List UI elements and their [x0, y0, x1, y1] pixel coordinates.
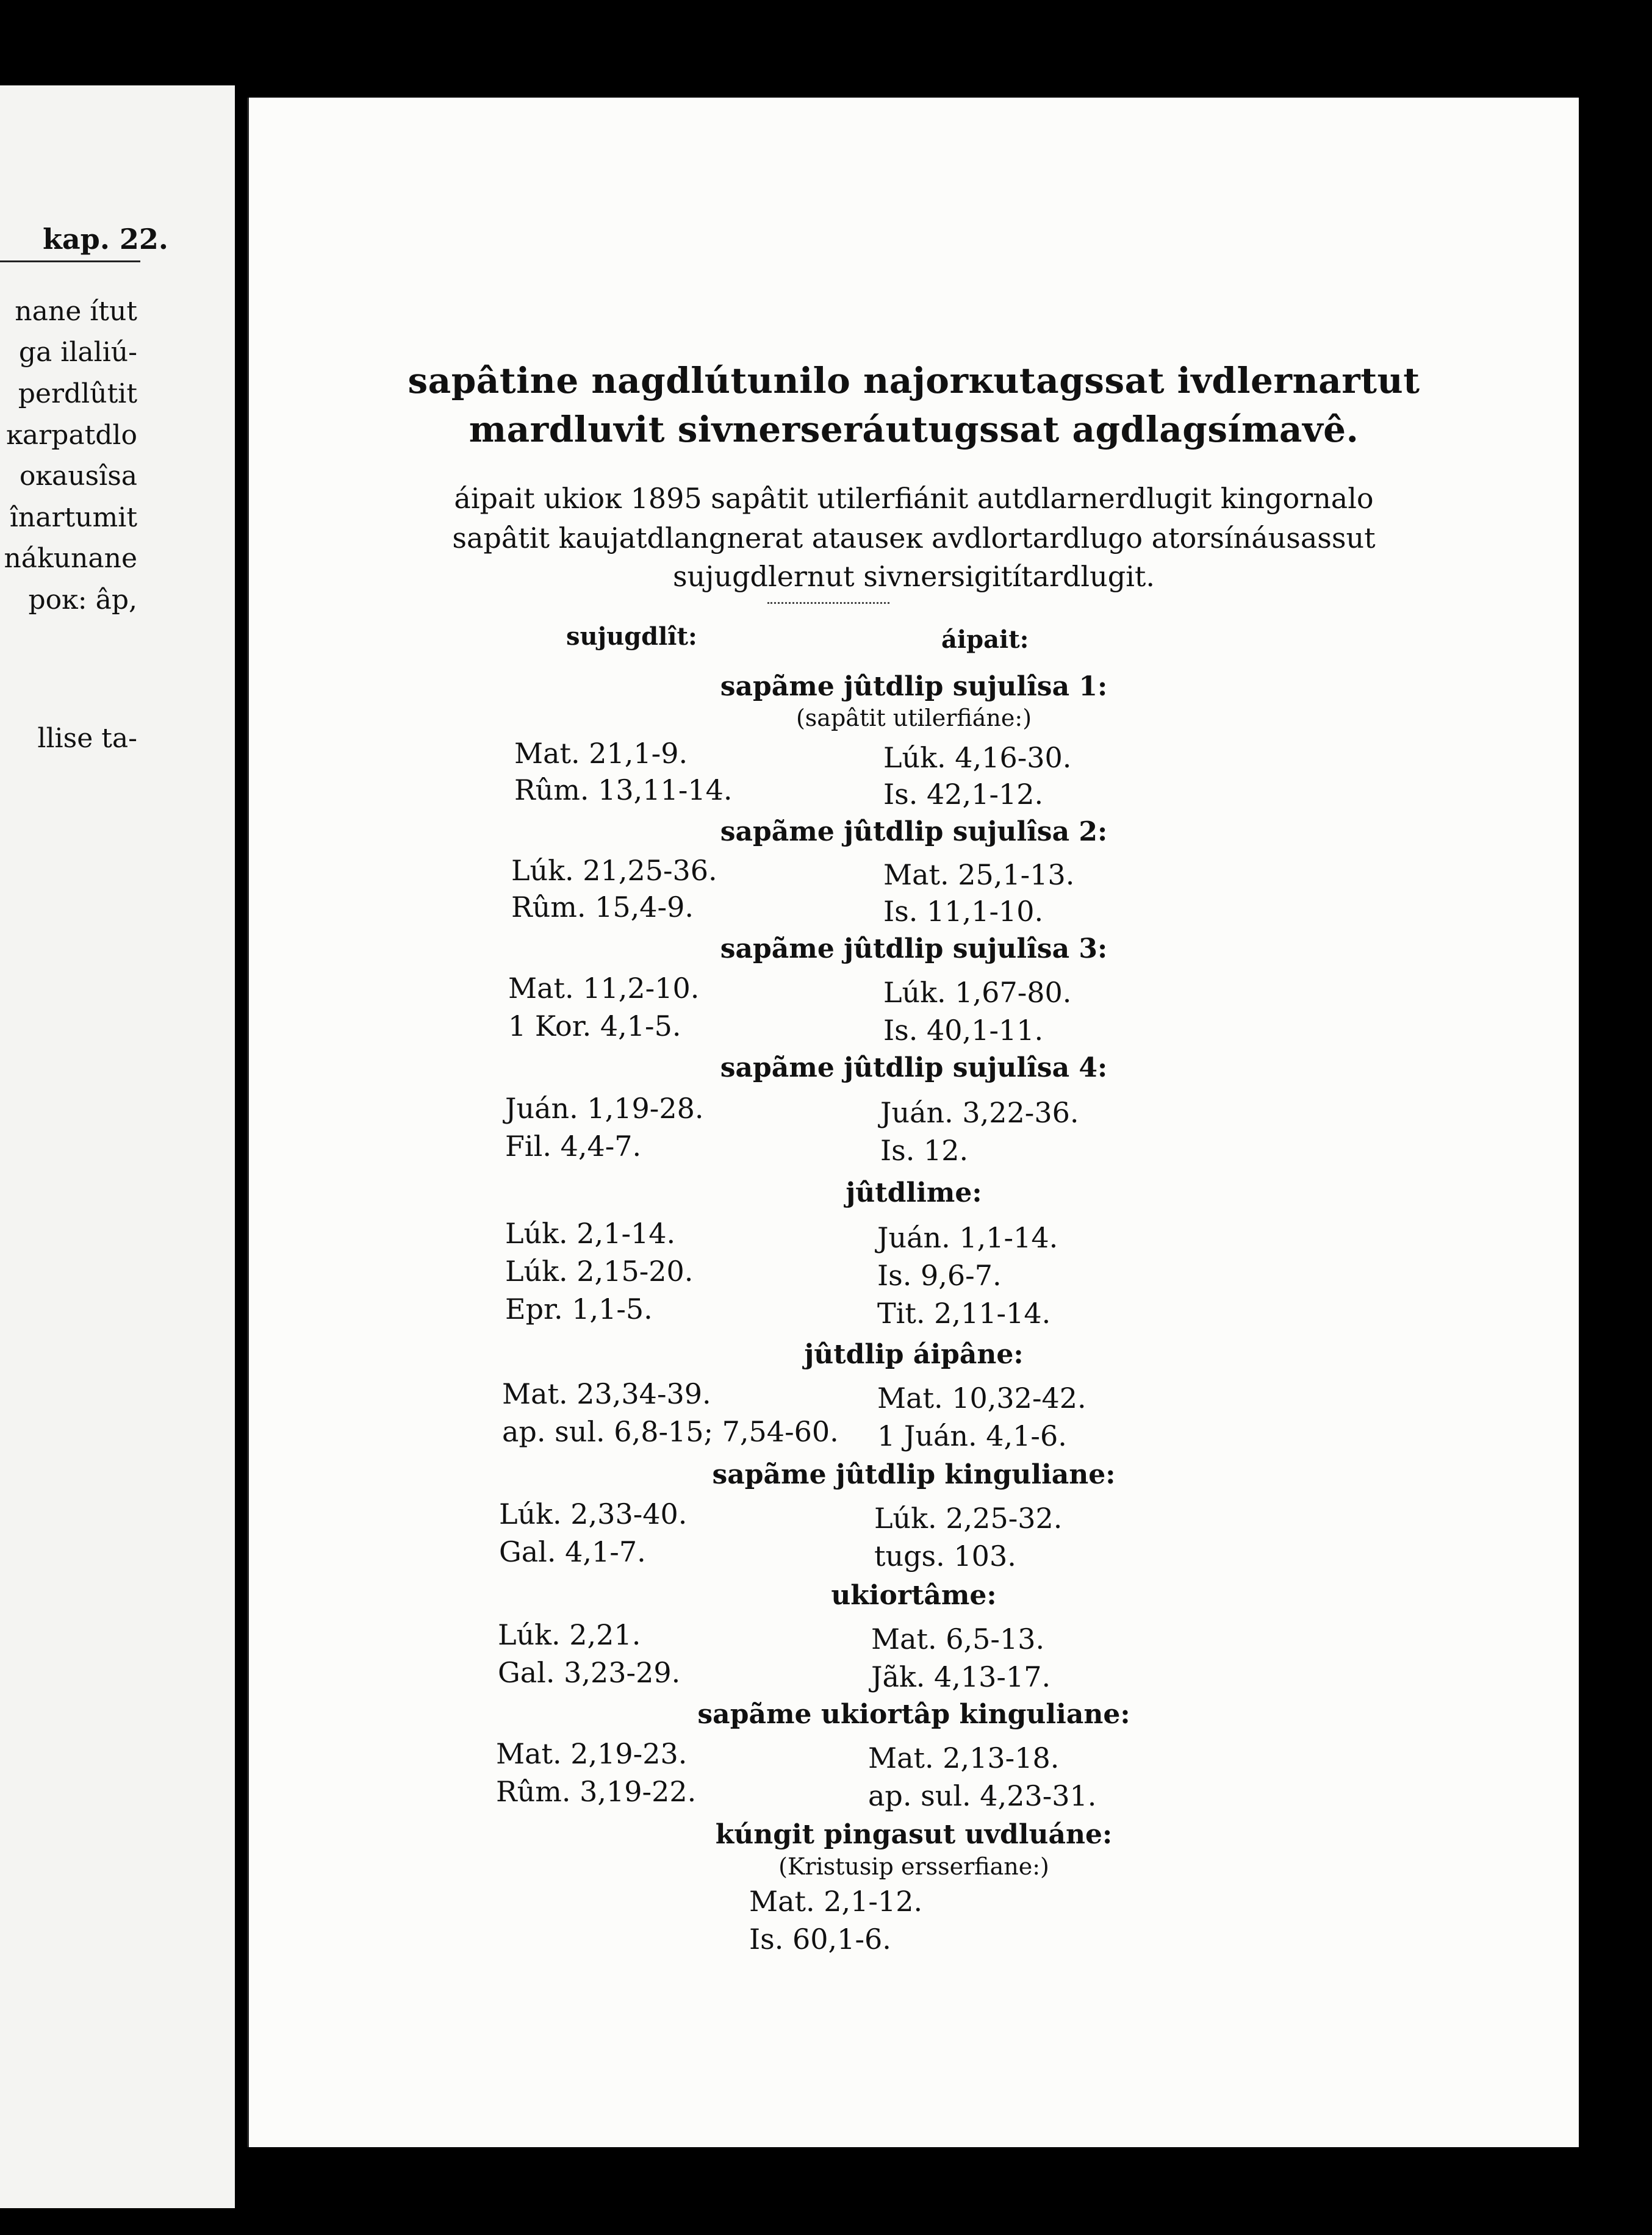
reading-right: Juán. 1,1-14. — [877, 1221, 1058, 1254]
intro-line-3: sujugdlernut sivnersigitítardlugit. — [672, 560, 1155, 593]
left-page-line: poĸ: âp, — [28, 584, 137, 615]
reading-right: Is. 9,6-7. — [877, 1259, 1002, 1292]
reading-left: Lúk. 2,1-14. — [505, 1217, 676, 1250]
reading-right: Juán. 3,22-36. — [880, 1096, 1079, 1129]
reading-left: Lúk. 2,15-20. — [505, 1255, 694, 1288]
reading-right: Is. 11,1-10. — [883, 895, 1044, 928]
reading-left: Lúk. 2,21. — [498, 1618, 641, 1651]
section-heading: jûtdlime: — [846, 1177, 982, 1208]
reading-left: Rûm. 3,19-22. — [496, 1775, 697, 1808]
reading-right: Is. 40,1-11. — [883, 1014, 1044, 1047]
section-heading: sapãme jûtdlip sujulîsa 4: — [720, 1052, 1108, 1083]
left-page-line: llise ta- — [37, 723, 137, 754]
left-page-line: înartumit — [9, 502, 137, 533]
chapter-header: kap. 22. — [43, 223, 168, 256]
reading-left: Mat. 21,1-9. — [514, 737, 688, 770]
left-page-line: nane ítut — [15, 296, 137, 327]
left-page-line: ga ilaliú- — [18, 337, 137, 368]
header-rule — [0, 260, 140, 262]
intro-line-1: áipait ukioĸ 1895 sapâtit utilerfiánit autdlarnerdlugit kingornalo — [454, 482, 1374, 515]
column-header-right: áipait: — [941, 625, 1029, 654]
reading-left: Juán. 1,19-28. — [505, 1092, 704, 1125]
reading-right: Is. 42,1-12. — [883, 778, 1044, 811]
section-heading: sapãme jûtdlip sujulîsa 2: — [720, 816, 1108, 847]
section-heading: sapãme ukiortâp kinguliane: — [697, 1699, 1130, 1730]
left-page — [0, 85, 235, 2208]
right-page — [247, 98, 1579, 2147]
reading-left: Gal. 3,23-29. — [498, 1656, 681, 1689]
reading-center: Mat. 2,1-12. — [749, 1885, 923, 1918]
reading-right: 1 Juán. 4,1-6. — [877, 1419, 1067, 1452]
intro-line-2: sapâtit kaujatdlangnerat atauseĸ avdlortardlugo atorsínáusassut — [452, 522, 1376, 554]
reading-left: Fil. 4,4-7. — [505, 1130, 642, 1163]
section-heading: kúngit pingasut uvdluáne: — [715, 1819, 1113, 1850]
section-heading: sapãme jûtdlip sujulîsa 3: — [720, 933, 1108, 964]
column-header-left: sujugdlît: — [566, 622, 697, 651]
section-subtitle: (Kristusip ersserfiane:) — [778, 1853, 1049, 1880]
reading-left: Lúk. 21,25-36. — [511, 854, 717, 887]
page-title-line-2: mardluvit sivnerseráutugssat agdlagsímavê. — [469, 409, 1359, 450]
reading-right: Lúk. 2,25-32. — [874, 1502, 1063, 1535]
reading-left: Gal. 4,1-7. — [499, 1535, 646, 1568]
reading-left: Epr. 1,1-5. — [505, 1293, 653, 1326]
reading-right: Mat. 10,32-42. — [877, 1382, 1086, 1415]
reading-right: Mat. 6,5-13. — [871, 1623, 1045, 1656]
section-heading: sapãme jûtdlip sujulîsa 1: — [720, 671, 1108, 702]
reading-left: Mat. 23,34-39. — [502, 1377, 711, 1410]
reading-left: Mat. 11,2-10. — [508, 972, 700, 1005]
reading-right: Lúk. 1,67-80. — [883, 976, 1072, 1009]
reading-right: Lúk. 4,16-30. — [883, 741, 1072, 774]
page-title-line-1: sapâtine nagdlútunilo najorĸutagssat ivdlernartut — [408, 360, 1420, 401]
reading-left: 1 Kor. 4,1-5. — [508, 1010, 681, 1042]
reading-right: Is. 12. — [880, 1134, 969, 1167]
section-heading: jûtdlip áipâne: — [804, 1339, 1024, 1370]
left-page-line: oĸausîsa — [19, 461, 137, 492]
reading-right: Mat. 25,1-13. — [883, 858, 1075, 891]
reading-left: Rûm. 15,4-9. — [511, 891, 694, 924]
reading-left: Mat. 2,19-23. — [496, 1737, 688, 1770]
left-page-line: perdlûtit — [18, 378, 137, 409]
reading-right: Mat. 2,13-18. — [868, 1742, 1060, 1774]
ornament-divider — [767, 602, 889, 608]
reading-right: ap. sul. 4,23-31. — [868, 1779, 1097, 1812]
section-heading: ukiortâme: — [831, 1580, 997, 1611]
section-subtitle: (sapâtit utilerfiáne:) — [795, 705, 1032, 731]
left-page-line: nákunane — [4, 543, 137, 574]
reading-left: Lúk. 2,33-40. — [499, 1498, 688, 1530]
reading-right: Jãk. 4,13-17. — [871, 1660, 1051, 1693]
left-page-line: ĸarpatdlo — [6, 420, 137, 451]
reading-center: Is. 60,1-6. — [749, 1923, 891, 1956]
reading-left: Rûm. 13,11-14. — [514, 773, 733, 806]
reading-right: Tit. 2,11-14. — [877, 1297, 1051, 1330]
reading-left: ap. sul. 6,8-15; 7,54-60. — [502, 1415, 839, 1448]
reading-right: tugs. 103. — [874, 1540, 1016, 1573]
section-heading: sapãme jûtdlip kinguliane: — [712, 1459, 1116, 1490]
